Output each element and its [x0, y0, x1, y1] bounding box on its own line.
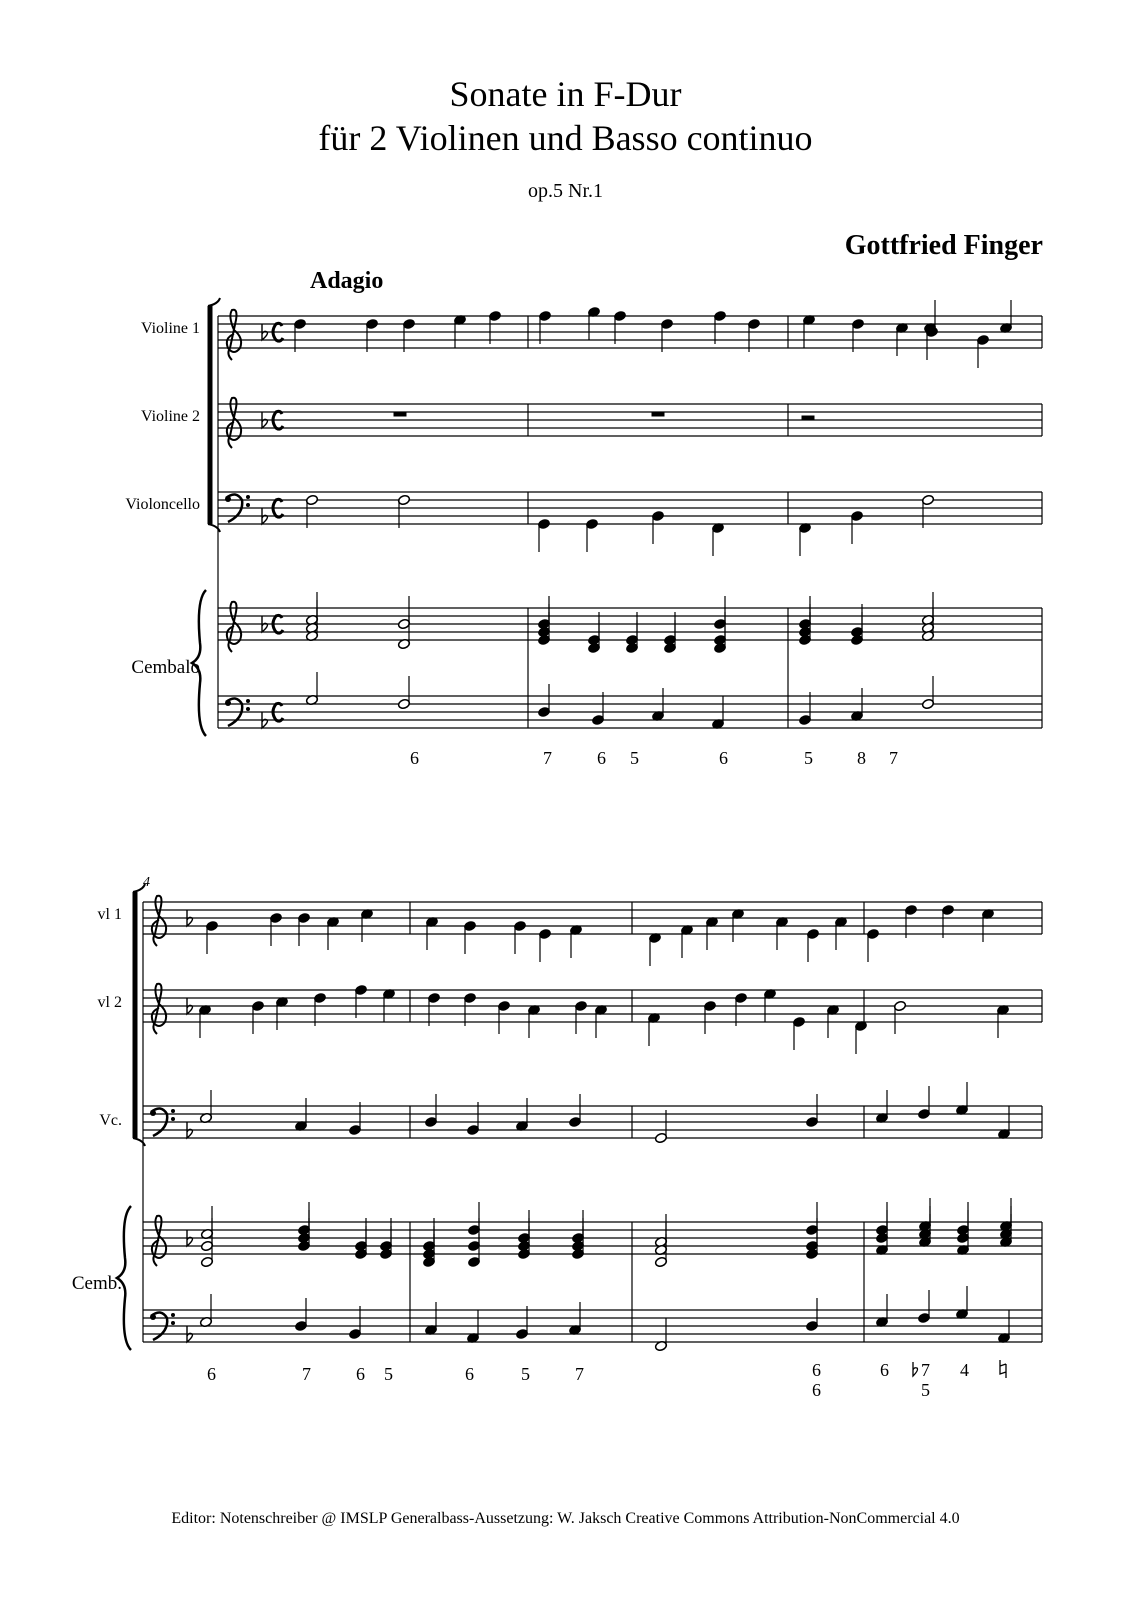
bass-clef-dot [246, 495, 250, 499]
footer-credits: Editor: Notenschreiber @ IMSLP Generalbass-Aussetzung: W. Jaksch Creative Commons Attribution-NonCommercial 4.0 [171, 1510, 960, 1527]
figure: 6 [880, 1360, 889, 1380]
figure: 7 [575, 1364, 584, 1384]
figure: 4 [960, 1360, 969, 1380]
figure: 5 [630, 748, 639, 768]
figure: 6 [719, 748, 728, 768]
figure: 6 [410, 748, 419, 768]
treble-clef [152, 984, 166, 1034]
notes [198, 300, 1012, 1352]
figured-bass-system-1 [410, 748, 898, 768]
bass-clef-dot [171, 1321, 175, 1325]
label-violoncello: Violoncello [125, 496, 200, 513]
figure: 7 [543, 748, 552, 768]
staff-lines [143, 316, 1042, 1342]
figure: 6 [812, 1380, 821, 1400]
label-cembalo: Cembalo [131, 657, 200, 678]
bracket-hook [208, 298, 220, 306]
bass-clef-dot [171, 1109, 175, 1113]
whole-rest [394, 412, 406, 416]
title-line-1: Sonate in F-Dur [449, 74, 682, 114]
label-vc: Vc. [99, 1112, 122, 1129]
figure: 7 [921, 1360, 930, 1380]
composer: Gottfried Finger [844, 230, 1043, 261]
figure: 5 [921, 1380, 930, 1400]
flat-sign [913, 1362, 918, 1376]
figure: 6 [812, 1360, 821, 1380]
opus-number: op.5 Nr.1 [528, 180, 603, 202]
figure: 6 [207, 1364, 216, 1384]
figure: 5 [384, 1364, 393, 1384]
label-vl-1: vl 1 [97, 906, 122, 923]
bass-clef-dot [246, 699, 250, 703]
treble-clef [152, 896, 166, 946]
barlines [117, 298, 1042, 1350]
key-signature-flat [262, 712, 267, 728]
figure: 5 [804, 748, 813, 768]
treble-clef [227, 398, 241, 448]
brace [117, 1206, 131, 1350]
figure: 5 [521, 1364, 530, 1384]
whole-rest [652, 412, 664, 416]
tempo-marking: Adagio [310, 268, 384, 294]
brace [192, 590, 206, 736]
treble-clef [152, 1216, 166, 1266]
figure: 7 [302, 1364, 311, 1384]
bass-clef-dot [150, 1110, 156, 1116]
clefs-and-signatures [143, 310, 283, 1342]
natural-sign [1000, 1360, 1006, 1378]
figure: 8 [857, 748, 866, 768]
treble-clef [227, 602, 241, 652]
label-violine-2: Violine 2 [140, 408, 200, 425]
figure: 6 [465, 1364, 474, 1384]
key-signature-flat [187, 1230, 192, 1246]
bass-clef-dot [171, 1313, 175, 1317]
key-signature-flat [262, 508, 267, 524]
key-signature-flat [262, 616, 267, 632]
label-violine-1: Violine 1 [140, 320, 200, 337]
figure: 6 [356, 1364, 365, 1384]
bass-clef-dot [150, 1314, 156, 1320]
label-vl-2: vl 2 [97, 994, 122, 1011]
label-cemb: Cemb. [71, 1273, 122, 1294]
bass-clef-dot [171, 1117, 175, 1121]
figured-bass-system-2 [207, 1360, 1006, 1400]
bass-clef-dot [225, 496, 231, 502]
half-rest [802, 416, 814, 420]
figure: 6 [597, 748, 606, 768]
key-signature-flat [187, 910, 192, 926]
bass-clef-dot [225, 700, 231, 706]
key-signature-flat [262, 412, 267, 428]
key-signature-flat [187, 1122, 192, 1138]
bass-clef-dot [246, 503, 250, 507]
key-signature-flat [262, 324, 267, 340]
key-signature-flat [187, 998, 192, 1014]
bass-clef-dot [246, 707, 250, 711]
figure: 7 [889, 748, 898, 768]
treble-clef [227, 310, 241, 360]
measure-number: 4 [143, 875, 150, 890]
key-signature-flat [187, 1326, 192, 1342]
title-line-2: für 2 Violinen und Basso continuo [318, 118, 813, 158]
